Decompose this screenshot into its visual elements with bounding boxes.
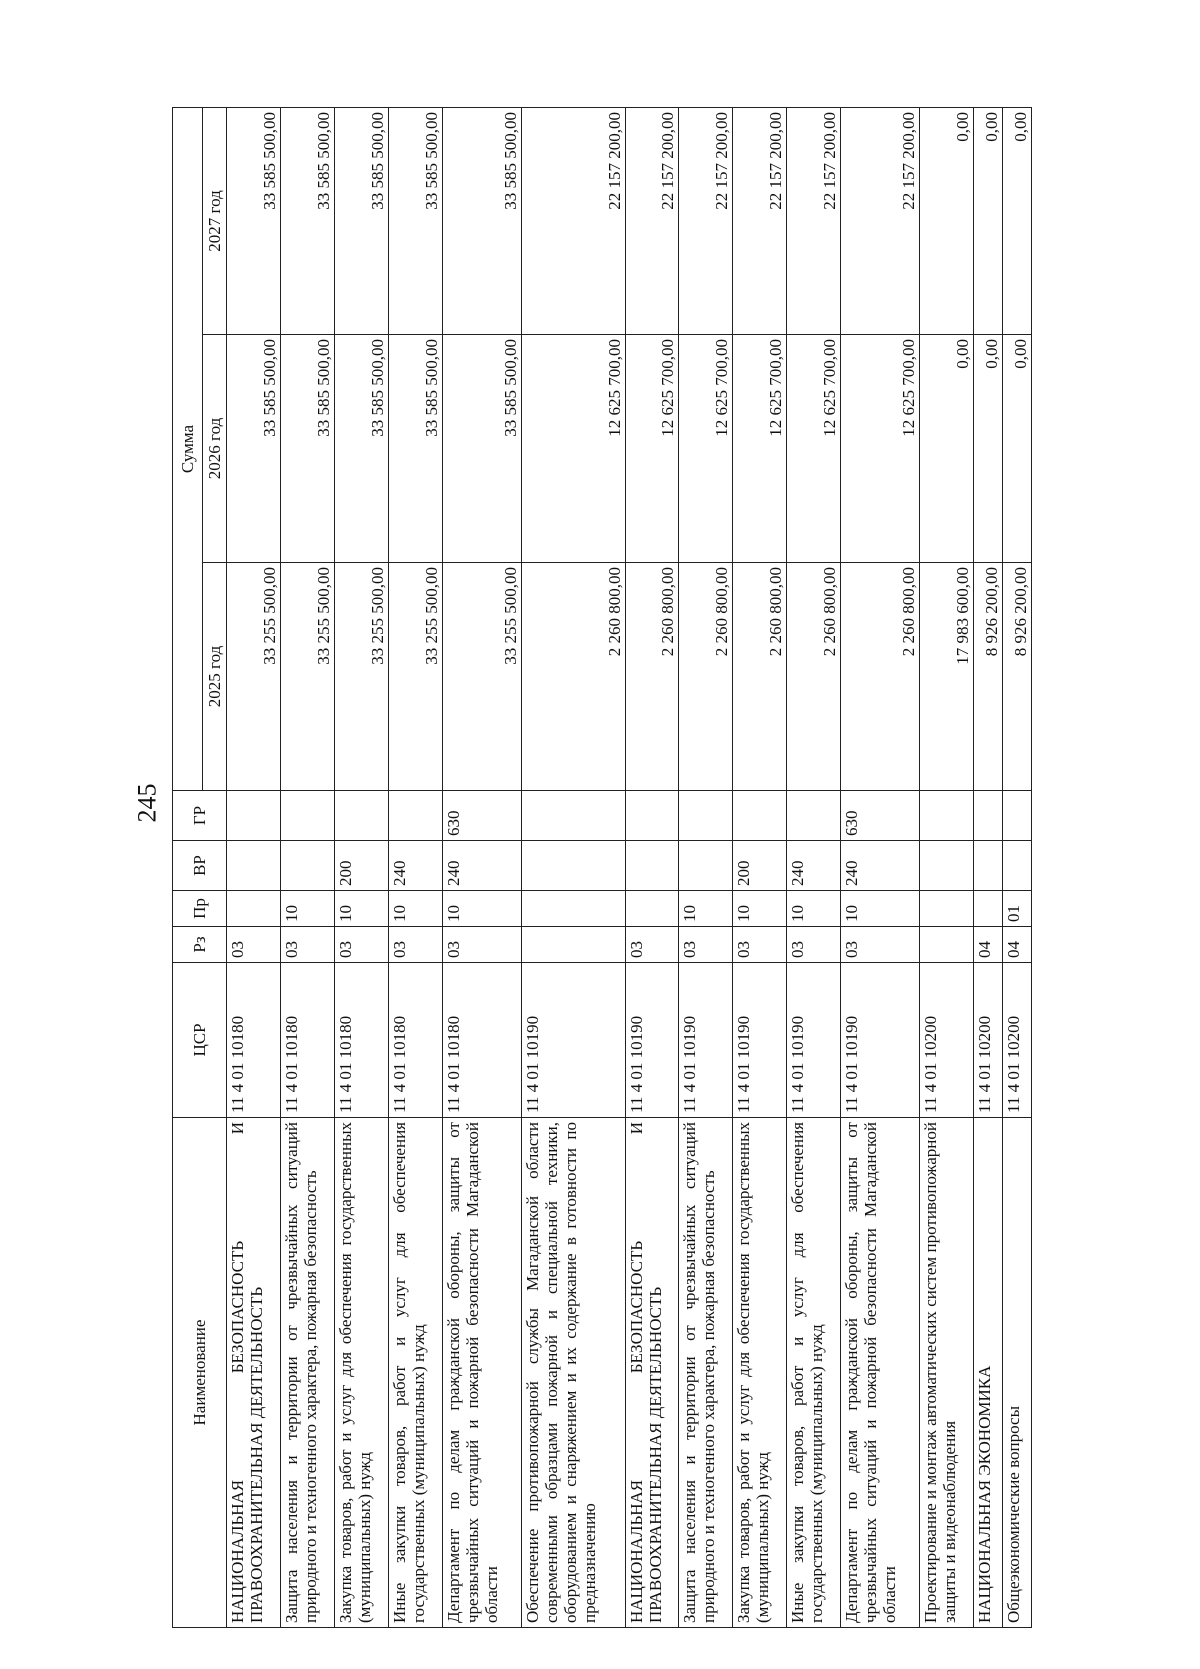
table-row — [521, 108, 625, 1628]
cell-y2026: 33 585 500,00 — [280, 335, 334, 563]
cell-rz: 03 — [280, 927, 334, 963]
cell-name: Закупка товаров, работ и услуг для обеспечения государственных (муниципальных) нужд — [334, 1118, 388, 1628]
cell-vr: 240 — [388, 841, 442, 891]
cell-pr — [625, 891, 679, 927]
cell-y2025: 8 926 200,00 — [974, 563, 1003, 791]
cell-csr: 11 4 01 10180 — [442, 963, 521, 1118]
table-row — [442, 108, 521, 1628]
cell-vr: 240 — [841, 841, 920, 891]
cell-y2026: 12 625 700,00 — [625, 335, 679, 563]
cell-rz: 03 — [388, 927, 442, 963]
cell-gr — [920, 791, 974, 841]
cell-y2026: 0,00 — [1002, 335, 1031, 563]
cell-y2025: 2 260 800,00 — [679, 563, 733, 791]
cell-y2026: 33 585 500,00 — [442, 335, 521, 563]
cell-csr: 11 4 01 10200 — [920, 963, 974, 1118]
cell-y2027: 22 157 200,00 — [787, 108, 841, 335]
cell-csr: 11 4 01 10180 — [388, 963, 442, 1118]
table-row — [388, 108, 442, 1628]
cell-gr — [974, 791, 1003, 841]
cell-y2027: 33 585 500,00 — [280, 108, 334, 335]
cell-gr — [521, 791, 625, 841]
cell-vr — [1002, 841, 1031, 891]
header-name: Наименование — [173, 1118, 227, 1628]
header-pr: Пр — [173, 891, 227, 927]
cell-csr: 11 4 01 10190 — [733, 963, 787, 1118]
cell-y2027: 33 585 500,00 — [388, 108, 442, 335]
cell-name: НАЦИОНАЛЬНАЯ БЕЗОПАСНОСТЬ И ПРАВООХРАНИТЕЛЬНАЯ ДЕЯТЕЛЬНОСТЬ — [625, 1118, 679, 1628]
cell-csr: 11 4 01 10180 — [334, 963, 388, 1118]
cell-vr — [280, 841, 334, 891]
cell-y2025: 2 260 800,00 — [787, 563, 841, 791]
cell-rz: 03 — [733, 927, 787, 963]
cell-vr: 240 — [787, 841, 841, 891]
cell-pr: 10 — [334, 891, 388, 927]
cell-pr: 10 — [679, 891, 733, 927]
cell-gr: 630 — [442, 791, 521, 841]
cell-rz: 03 — [334, 927, 388, 963]
cell-name: Общеэкономические вопросы — [1002, 1118, 1031, 1628]
table-row — [1002, 108, 1031, 1628]
cell-csr: 11 4 01 10190 — [679, 963, 733, 1118]
header-2027: 2027 год — [203, 108, 227, 335]
cell-pr — [920, 891, 974, 927]
cell-y2025: 33 255 500,00 — [227, 563, 281, 791]
header-gr: ГР — [173, 791, 227, 841]
cell-y2027: 22 157 200,00 — [521, 108, 625, 335]
cell-gr — [1002, 791, 1031, 841]
cell-rz: 03 — [625, 927, 679, 963]
cell-rz: 03 — [442, 927, 521, 963]
cell-y2026: 12 625 700,00 — [679, 335, 733, 563]
cell-vr: 200 — [733, 841, 787, 891]
cell-y2027: 22 157 200,00 — [841, 108, 920, 335]
cell-y2027: 22 157 200,00 — [733, 108, 787, 335]
cell-y2027: 0,00 — [920, 108, 974, 335]
cell-name: Департамент по делам гражданской обороны, защиты от чрезвычайных ситуаций и пожарной безопасности Магаданской области — [841, 1118, 920, 1628]
cell-y2025: 17 983 600,00 — [920, 563, 974, 791]
cell-pr — [227, 891, 281, 927]
cell-vr — [521, 841, 625, 891]
cell-vr — [974, 841, 1003, 891]
cell-y2026: 12 625 700,00 — [521, 335, 625, 563]
cell-y2026: 33 585 500,00 — [388, 335, 442, 563]
cell-name: Проектирование и монтаж автоматических систем противопожарной защиты и видеонаблюдения — [920, 1118, 974, 1628]
table-row — [787, 108, 841, 1628]
cell-csr: 11 4 01 10180 — [280, 963, 334, 1118]
cell-gr — [733, 791, 787, 841]
cell-rz: 04 — [974, 927, 1003, 963]
header-rz: Рз — [173, 927, 227, 963]
cell-gr — [679, 791, 733, 841]
cell-vr — [679, 841, 733, 891]
cell-vr: 240 — [442, 841, 521, 891]
cell-y2027: 33 585 500,00 — [227, 108, 281, 335]
header-2025: 2025 год — [203, 563, 227, 791]
cell-name: Защита населения и территории от чрезвычайных ситуаций природного и техногенного характера, пожарная безопасность — [679, 1118, 733, 1628]
cell-name: Департамент по делам гражданской обороны, защиты от чрезвычайных ситуаций и пожарной безопасности Магаданской области — [442, 1118, 521, 1628]
cell-pr: 10 — [388, 891, 442, 927]
header-csr: ЦСР — [173, 963, 227, 1118]
cell-y2027: 22 157 200,00 — [625, 108, 679, 335]
table-row — [974, 108, 1003, 1628]
cell-vr — [920, 841, 974, 891]
header-2026: 2026 год — [203, 335, 227, 563]
cell-y2027: 33 585 500,00 — [442, 108, 521, 335]
cell-y2026: 0,00 — [974, 335, 1003, 563]
cell-pr: 01 — [1002, 891, 1031, 927]
cell-gr — [388, 791, 442, 841]
cell-gr — [227, 791, 281, 841]
budget-table-rotated — [172, 108, 1032, 1628]
cell-name: Закупка товаров, работ и услуг для обеспечения государственных (муниципальных) нужд — [733, 1118, 787, 1628]
cell-csr: 11 4 01 10190 — [521, 963, 625, 1118]
cell-pr — [974, 891, 1003, 927]
cell-y2026: 12 625 700,00 — [841, 335, 920, 563]
cell-y2027: 33 585 500,00 — [334, 108, 388, 335]
cell-y2025: 8 926 200,00 — [1002, 563, 1031, 791]
cell-csr: 11 4 01 10190 — [625, 963, 679, 1118]
cell-y2026: 0,00 — [920, 335, 974, 563]
cell-gr: 630 — [841, 791, 920, 841]
table-row — [280, 108, 334, 1628]
cell-y2025: 33 255 500,00 — [442, 563, 521, 791]
cell-vr — [625, 841, 679, 891]
cell-y2027: 0,00 — [974, 108, 1003, 335]
cell-name: НАЦИОНАЛЬНАЯ БЕЗОПАСНОСТЬ И ПРАВООХРАНИТЕЛЬНАЯ ДЕЯТЕЛЬНОСТЬ — [227, 1118, 281, 1628]
cell-vr — [227, 841, 281, 891]
cell-pr: 10 — [280, 891, 334, 927]
cell-name: Иные закупки товаров, работ и услуг для обеспечения государственных (муниципальных) нужд — [388, 1118, 442, 1628]
cell-pr: 10 — [787, 891, 841, 927]
cell-rz — [920, 927, 974, 963]
cell-csr: 11 4 01 10200 — [1002, 963, 1031, 1118]
cell-csr: 11 4 01 10200 — [974, 963, 1003, 1118]
table-row — [841, 108, 920, 1628]
cell-rz: 03 — [679, 927, 733, 963]
cell-y2025: 2 260 800,00 — [841, 563, 920, 791]
cell-y2025: 33 255 500,00 — [388, 563, 442, 791]
cell-gr — [334, 791, 388, 841]
cell-name: Обеспечение противопожарной службы Магаданской области современными образцами пожарной и специальной техники, оборудованием и снаряжением и их содержание в готовности по предназначению — [521, 1118, 625, 1628]
table-row — [679, 108, 733, 1628]
cell-gr — [787, 791, 841, 841]
cell-y2025: 2 260 800,00 — [625, 563, 679, 791]
cell-name: Защита населения и территории от чрезвычайных ситуаций природного и техногенного характера, пожарная безопасность — [280, 1118, 334, 1628]
cell-csr: 11 4 01 10180 — [227, 963, 281, 1118]
table-row — [334, 108, 388, 1628]
table-body — [227, 108, 1032, 1628]
cell-y2025: 2 260 800,00 — [521, 563, 625, 791]
table-row — [920, 108, 974, 1628]
cell-name: НАЦИОНАЛЬНАЯ ЭКОНОМИКА — [974, 1118, 1003, 1628]
cell-rz: 04 — [1002, 927, 1031, 963]
cell-y2027: 0,00 — [1002, 108, 1031, 335]
cell-rz — [521, 927, 625, 963]
cell-y2026: 12 625 700,00 — [787, 335, 841, 563]
cell-y2027: 22 157 200,00 — [679, 108, 733, 335]
cell-csr: 11 4 01 10190 — [841, 963, 920, 1118]
table-row — [733, 108, 787, 1628]
header-vr: ВР — [173, 841, 227, 891]
cell-name: Иные закупки товаров, работ и услуг для обеспечения государственных (муниципальных) нужд — [787, 1118, 841, 1628]
cell-gr — [625, 791, 679, 841]
header-sum: Сумма — [173, 108, 203, 791]
cell-y2026: 33 585 500,00 — [227, 335, 281, 563]
cell-y2025: 33 255 500,00 — [280, 563, 334, 791]
cell-y2025: 33 255 500,00 — [334, 563, 388, 791]
cell-pr: 10 — [442, 891, 521, 927]
cell-y2026: 12 625 700,00 — [733, 335, 787, 563]
cell-vr: 200 — [334, 841, 388, 891]
budget-table — [172, 107, 1032, 1628]
cell-y2025: 2 260 800,00 — [733, 563, 787, 791]
cell-gr — [280, 791, 334, 841]
cell-y2026: 33 585 500,00 — [334, 335, 388, 563]
cell-csr: 11 4 01 10190 — [787, 963, 841, 1118]
cell-pr: 10 — [841, 891, 920, 927]
table-row — [625, 108, 679, 1628]
cell-rz: 03 — [787, 927, 841, 963]
page-number: 245 — [132, 783, 162, 823]
cell-rz: 03 — [227, 927, 281, 963]
cell-pr — [521, 891, 625, 927]
cell-rz: 03 — [841, 927, 920, 963]
table-row — [227, 108, 281, 1628]
cell-pr: 10 — [733, 891, 787, 927]
